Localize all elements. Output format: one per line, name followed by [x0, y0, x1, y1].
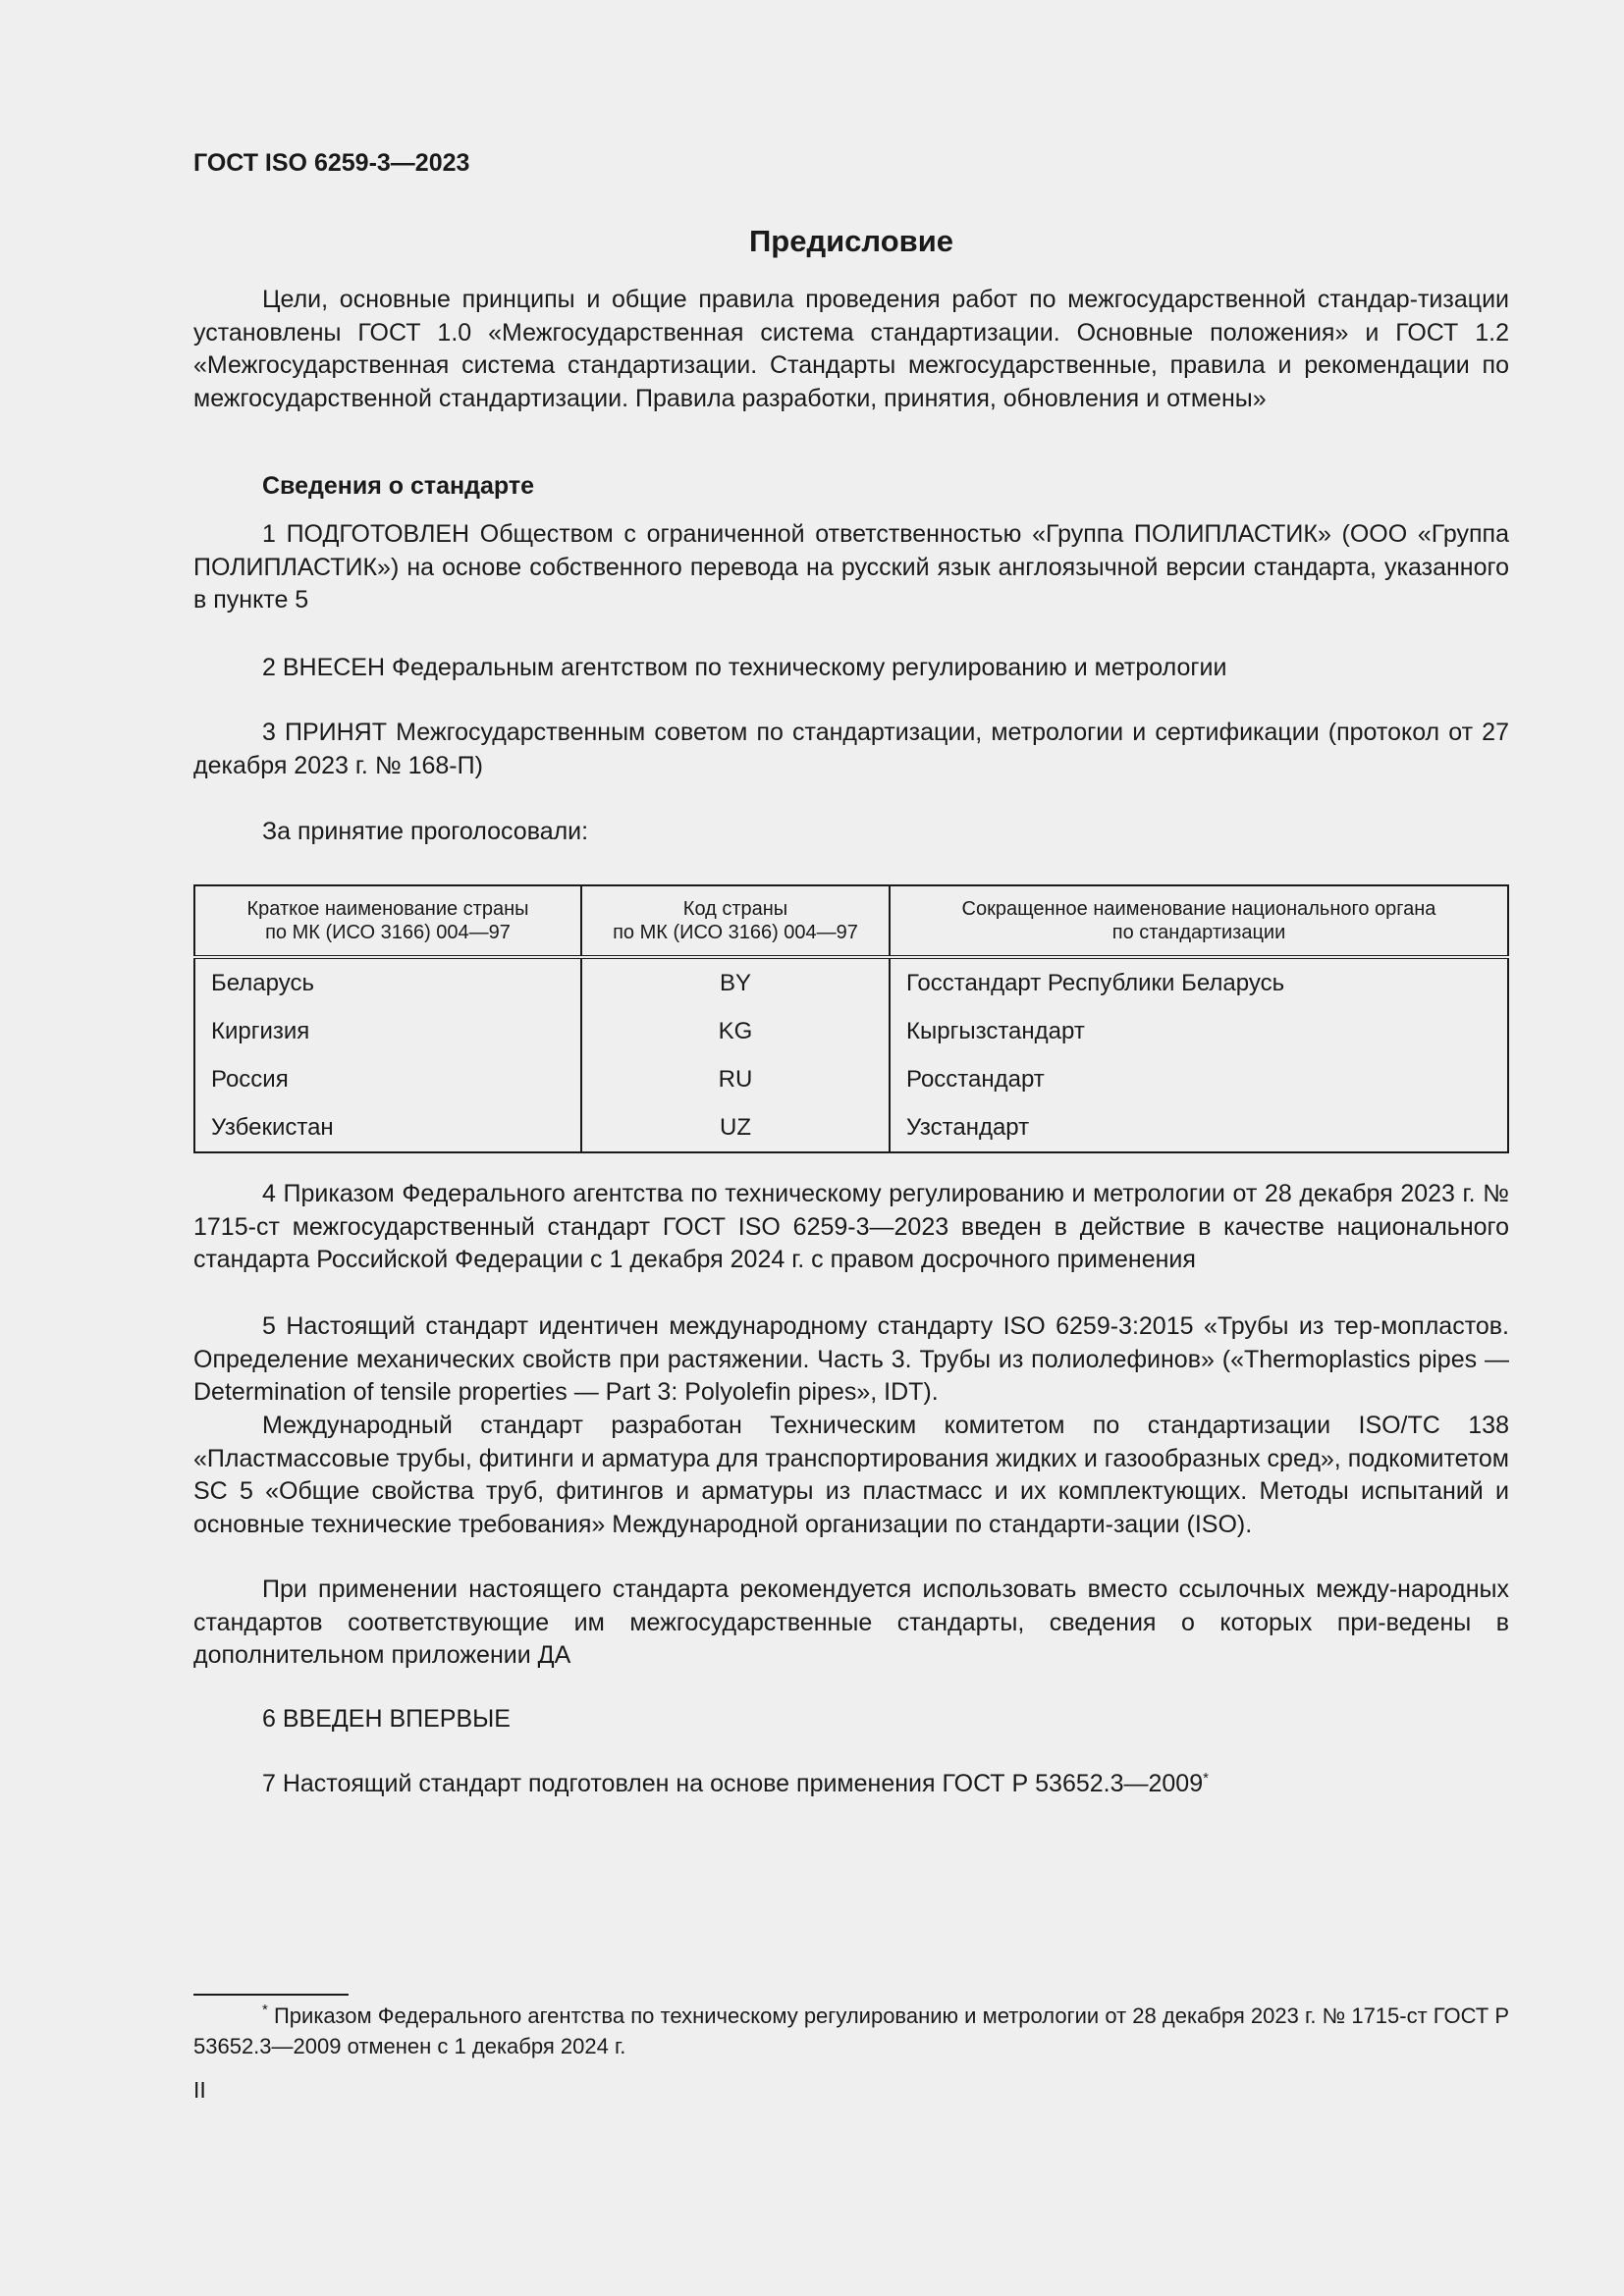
column-header-code: Код страны по МК (ИСО 3166) 004—97: [581, 885, 890, 957]
body-cell: Росстандарт: [890, 1055, 1508, 1103]
code-cell: RU: [581, 1055, 890, 1103]
body-cell: Госстандарт Республики Беларусь: [890, 957, 1508, 1007]
footnote-divider: [193, 1994, 349, 1996]
item-1-paragraph: 1 ПОДГОТОВЛЕН Обществом с ограниченной ответственностью «Группа ПОЛИПЛАСТИК» (ООО «Группа ПОЛИПЛАСТИК») на основе собственного перевода на русский язык англоязычной версии стандарта, указанного в пункте 5: [193, 520, 1509, 614]
footnote-reference[interactable]: *: [1203, 1770, 1209, 1787]
code-cell: KG: [581, 1007, 890, 1055]
table-header-row: [194, 885, 1508, 957]
country-cell: Узбекистан: [194, 1103, 581, 1152]
voting-table: [193, 884, 1509, 1153]
item-5-reference-paragraph: При применении настоящего стандарта рекомендуется использовать вместо ссылочных между-народных стандартов соответствующие им межгосударственные стандарты, сведения о которых при-ведены в дополнительном приложении ДА: [193, 1575, 1509, 1669]
table-row: [194, 1007, 1508, 1055]
intro-paragraph: Цели, основные принципы и общие правила проведения работ по межгосударственной стандар-тизации установлены ГОСТ 1.0 «Межгосударственная система стандартизации. Основные положения» и ГОСТ 1.2 «Межгосударственная система стандартизации. Стандарты межгосударственные, правила и рекомендации по межгосударственной стандартизации. Правила разработки, принятия, обновления и отмены»: [193, 286, 1509, 412]
item-6-paragraph: 6 ВВЕДЕН ВПЕРВЫЕ: [262, 1705, 511, 1733]
body-cell: Узстандарт: [890, 1103, 1508, 1152]
column-header-body: Сокращенное наименование национального органа по стандартизации: [890, 885, 1508, 957]
item-7-text: 7 Настоящий стандарт подготовлен на основе применения ГОСТ Р 53652.3—2009: [262, 1770, 1204, 1797]
page-number: II: [193, 2077, 206, 2103]
info-heading: Сведения о стандарте: [262, 472, 535, 500]
item-2-paragraph: 2 ВНЕСЕН Федеральным агентством по техническому регулированию и метрологии: [262, 654, 1227, 681]
item-5-committee-paragraph: Международный стандарт разработан Техническим комитетом по стандартизации ISO/TC 138 «Пластмассовые трубы, фитинги и арматура для транспортирования жидких и газообразных сред», подкомитетом SC 5 «Общие свойства труб, фитингов и арматуры из пластмасс и их комплектующих. Методы испытаний и основные технические требования» Международной организации по стандарти-зации (ISO).: [193, 1412, 1509, 1538]
footnote-text: Приказом Федерального агентства по техническому регулированию и метрологии от 28 декабря 2023 г. № 1715-ст ГОСТ Р 53652.3—2009 отменен с 1 декабря 2024 г.: [193, 2003, 1509, 2058]
document-header: ГОСТ ISO 6259-3—2023: [193, 149, 470, 177]
page-title: Предисловие: [748, 224, 953, 258]
voted-label: За принятие проголосовали:: [262, 818, 589, 845]
table-row: [194, 1055, 1508, 1103]
item-5-paragraph: 5 Настоящий стандарт идентичен международному стандарту ISO 6259-3:2015 «Трубы из тер-мопластов. Определение механических свойств при растяжении. Часть 3. Трубы из полиолефинов» («Thermoplastics pipes — Determination of tensile properties — Part 3: Polyolefin pipes», IDT).: [193, 1312, 1509, 1406]
column-header-country: Краткое наименование страны по МК (ИСО 3166) 004—97: [194, 885, 581, 957]
country-cell: Россия: [194, 1055, 581, 1103]
item-4-paragraph: 4 Приказом Федерального агентства по техническому регулированию и метрологии от 28 декабря 2023 г. № 1715-ст межгосударственный стандарт ГОСТ ISO 6259-3—2023 введен в действие в качестве национального стандарта Российской Федерации с 1 декабря 2024 г. с правом досрочного применения: [193, 1180, 1509, 1273]
body-cell: Кыргызстандарт: [890, 1007, 1508, 1055]
item-7-paragraph: [193, 1768, 1509, 1801]
code-cell: UZ: [581, 1103, 890, 1152]
code-cell: BY: [581, 957, 890, 1007]
footnote: [193, 2001, 1509, 2061]
country-cell: Беларусь: [194, 957, 581, 1007]
table-row: [194, 1103, 1508, 1152]
country-cell: Киргизия: [194, 1007, 581, 1055]
table-row: [194, 957, 1508, 1007]
footnote-mark: *: [262, 2002, 268, 2018]
item-3-paragraph: 3 ПРИНЯТ Межгосударственным советом по стандартизации, метрологии и сертификации (протокол от 27 декабря 2023 г. № 168-П): [193, 719, 1509, 779]
